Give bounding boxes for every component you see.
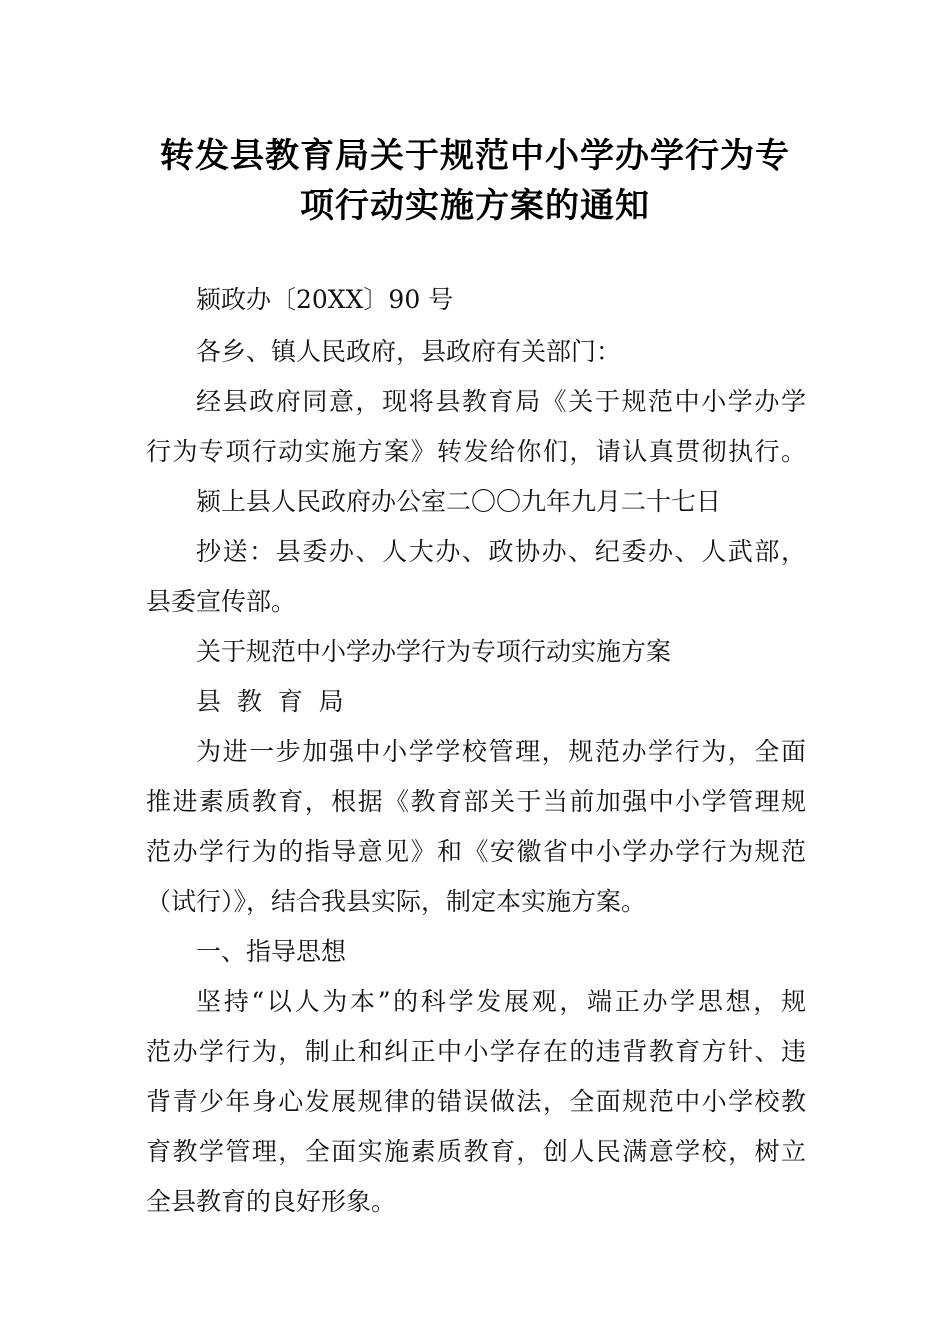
cc-line: 县委宣传部。: [146, 587, 297, 616]
paragraph-line: 育教学管理，全面实施素质教育，创人民满意学校，树立: [146, 1137, 806, 1166]
document-title-line-1: 转发县教育局关于规范中小学办学行为专: [160, 136, 790, 176]
paragraph-line: 全县教育的良好形象。: [146, 1187, 397, 1216]
document-number: 颍政办〔20XX〕90 号: [196, 285, 454, 314]
paragraph-line: 范办学行为的指导意见》和《安徽省中小学办学行为规范: [146, 837, 806, 866]
section-title: 关于规范中小学办学行为专项行动实施方案: [196, 637, 672, 666]
paragraph-line: 背青少年身心发展规律的错误做法，全面规范中小学校教: [146, 1087, 806, 1116]
issuer-date-line: 颍上县人民政府办公室二〇〇九年九月二十七日: [196, 487, 722, 516]
paragraph-line: 经县政府同意，现将县教育局《关于规范中小学办学: [196, 387, 806, 416]
paragraph-line: 推进素质教育，根据《教育部关于当前加强中小学管理规: [146, 787, 806, 816]
paragraph-line: 范办学行为，制止和纠正中小学存在的违背教育方针、违: [146, 1037, 806, 1066]
cc-line: 抄送：县委办、人大办、政协办、纪委办、人武部，: [196, 537, 806, 566]
paragraph-line: 行为专项行动实施方案》转发给你们，请认真贯彻执行。: [146, 437, 806, 466]
author-line: 县 教 育 局: [196, 687, 344, 716]
document-title-line-2: 项行动实施方案的通知: [300, 186, 650, 226]
paragraph-line: 坚持“以人为本”的科学发展观，端正办学思想，规: [196, 987, 806, 1016]
paragraph-line: 为进一步加强中小学学校管理，规范办学行为，全面: [196, 737, 806, 766]
section-heading: 一、指导思想: [196, 937, 347, 966]
paragraph-line: （试行）》，结合我县实际，制定本实施方案。: [146, 887, 647, 916]
addressee-line: 各乡、镇人民政府，县政府有关部门：: [196, 337, 622, 366]
